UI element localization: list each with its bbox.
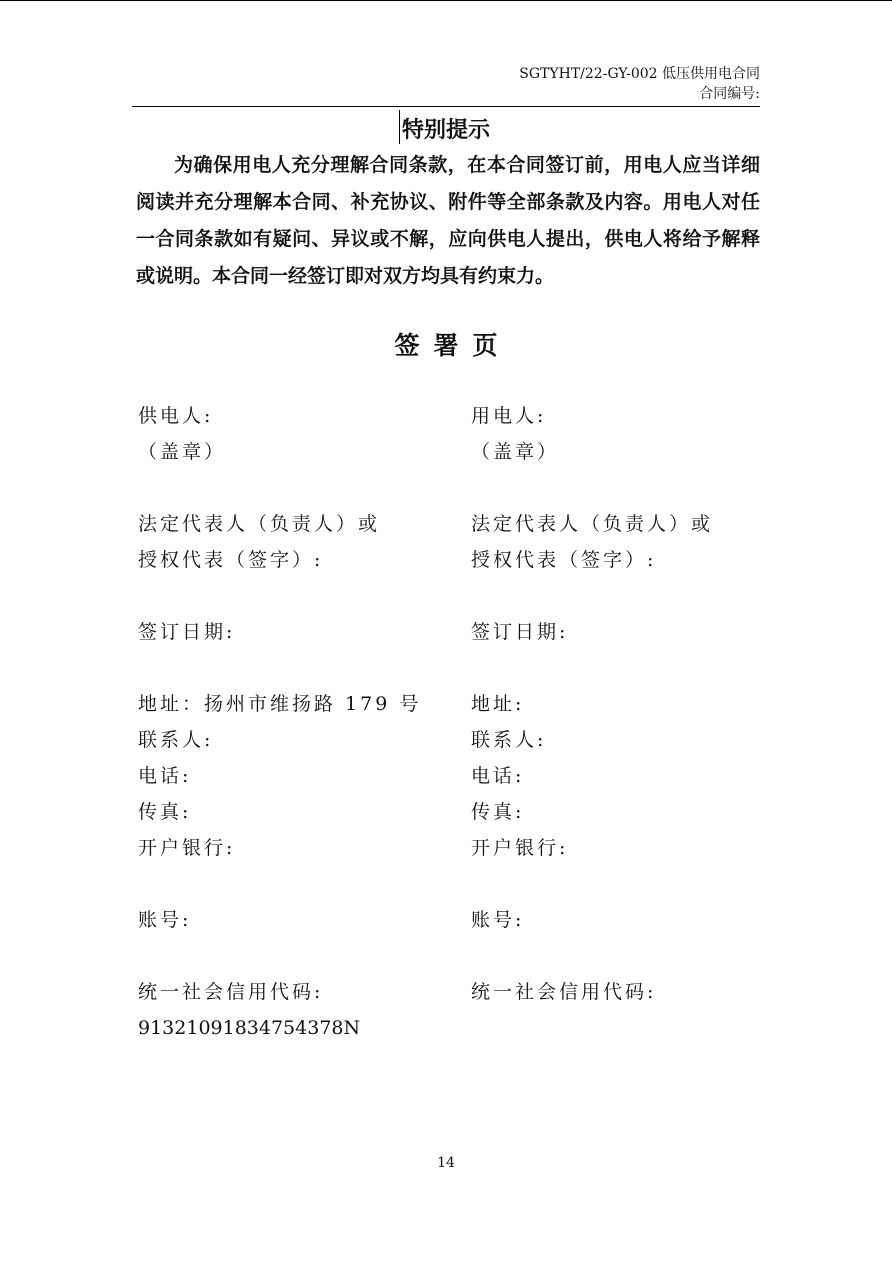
supplier-bank-label: 开户银行: xyxy=(138,837,236,859)
top-border xyxy=(0,0,892,1)
supplier-address: 地址：扬州市维扬路 179 号 xyxy=(138,693,422,715)
user-phone-label: 电话: xyxy=(471,765,525,787)
user-seal-label: （盖章） xyxy=(471,441,560,463)
notice-body: 为确保用电人充分理解合同条款，在本合同签订前，用电人应当详细阅读并充分理解本合同、补充协议、附件等全部条款及内容。用电人对任一合同条款如有疑问、异议或不解，应向供电人提出，供电人将给予解释或说明。本合同一经签订即对双方均具有约束力。 xyxy=(136,154,760,287)
notice-title: 特别提示 xyxy=(401,117,490,143)
supplier-account-label: 账号: xyxy=(138,909,192,931)
contract-number-label: 合同编号: xyxy=(699,86,760,102)
user-party-label: 用电人: xyxy=(471,405,547,427)
user-fax-label: 传真: xyxy=(471,801,525,823)
supplier-credit-code-value: 91321091834754378N xyxy=(138,1017,361,1039)
user-credit-code-label: 统一社会信用代码: xyxy=(471,981,657,1003)
user-bank-label: 开户银行: xyxy=(471,837,569,859)
supplier-seal-label: （盖章） xyxy=(138,441,227,463)
supplier-signature-label: 授权代表（签字）: xyxy=(138,549,324,571)
user-date-label: 签订日期: xyxy=(471,621,569,643)
signature-page-title: 签署页 xyxy=(394,331,512,360)
supplier-fax-label: 传真: xyxy=(138,801,192,823)
user-rep-label: 法定代表人（负责人）或 xyxy=(471,513,714,535)
supplier-contact-label: 联系人: xyxy=(138,729,214,751)
contract-code: SGTYHT/22-GY-002 低压供用电合同 xyxy=(519,66,760,82)
user-signature-label: 授权代表（签字）: xyxy=(471,549,657,571)
supplier-column xyxy=(138,398,458,1046)
user-contact-label: 联系人: xyxy=(471,729,547,751)
page-number: 14 xyxy=(437,1155,455,1171)
supplier-date-label: 签订日期: xyxy=(138,621,236,643)
header-divider xyxy=(132,106,760,107)
supplier-credit-code-label: 统一社会信用代码: xyxy=(138,981,324,1003)
supplier-rep-label: 法定代表人（负责人）或 xyxy=(138,513,381,535)
supplier-phone-label: 电话: xyxy=(138,765,192,787)
user-column xyxy=(471,398,771,1010)
supplier-party-label: 供电人: xyxy=(138,405,214,427)
user-address-label: 地址: xyxy=(471,693,525,715)
document-header xyxy=(519,64,760,104)
user-account-label: 账号: xyxy=(471,909,525,931)
